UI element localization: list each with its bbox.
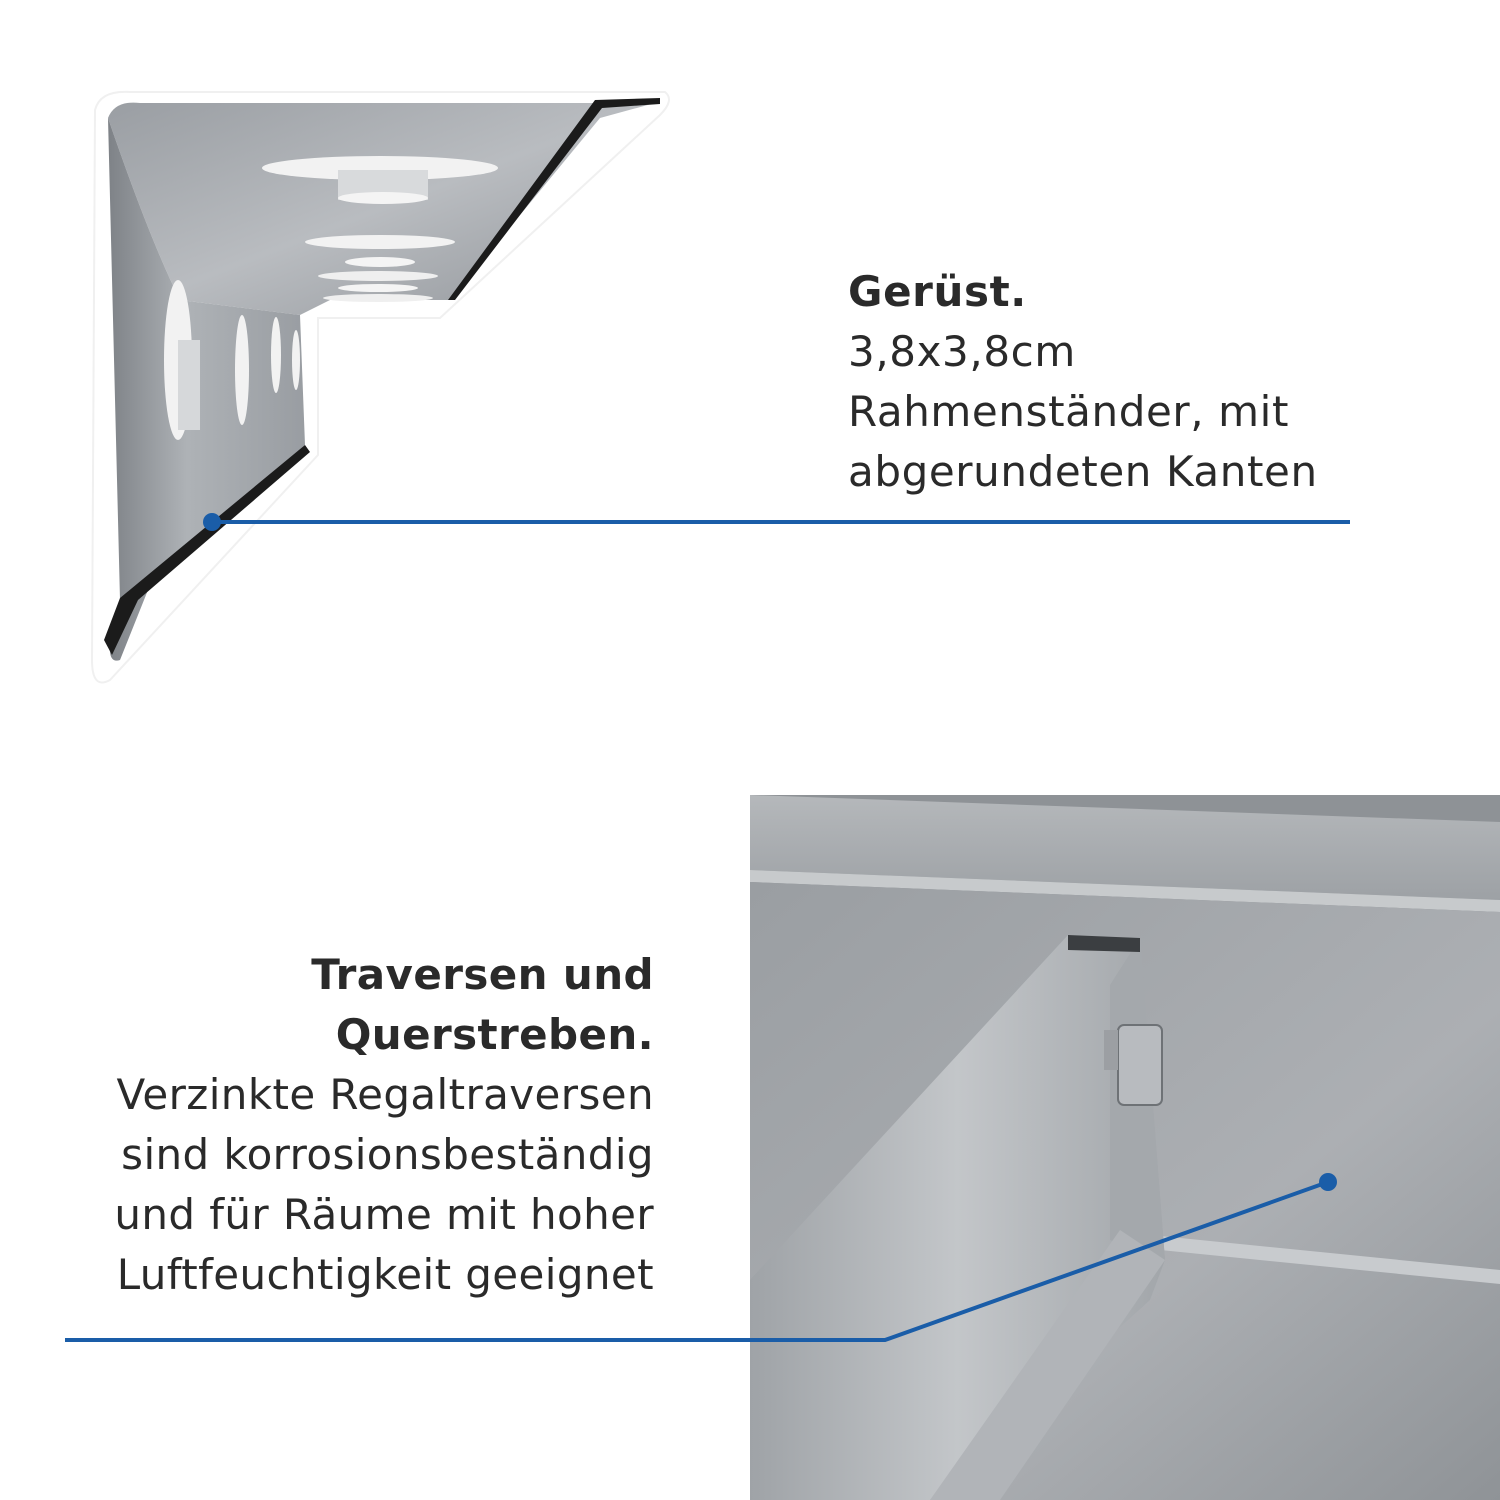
beam-line-3: und für Räume mit hoher	[114, 1190, 654, 1239]
frame-line-dimensions: 3,8x3,8cm	[848, 327, 1076, 376]
beam-title-line-1: Traversen und	[311, 950, 654, 999]
frame-line-3: abgerundeten Kanten	[848, 447, 1318, 496]
frame-description	[848, 262, 1488, 502]
beam-callout-dot	[1319, 1173, 1337, 1191]
beam-line-4: Luftfeuchtigkeit geeignet	[116, 1250, 654, 1299]
beam-line-2: sind korrosionsbeständig	[121, 1130, 654, 1179]
frame-line-2: Rahmenständer, mit	[848, 387, 1290, 436]
beam-title-line-2: Querstreben.	[335, 1010, 654, 1059]
frame-callout-dot	[203, 513, 221, 531]
beam-line-1: Verzinkte Regaltraversen	[116, 1070, 654, 1119]
beam-description	[20, 945, 654, 1305]
frame-title: Gerüst.	[848, 267, 1027, 316]
